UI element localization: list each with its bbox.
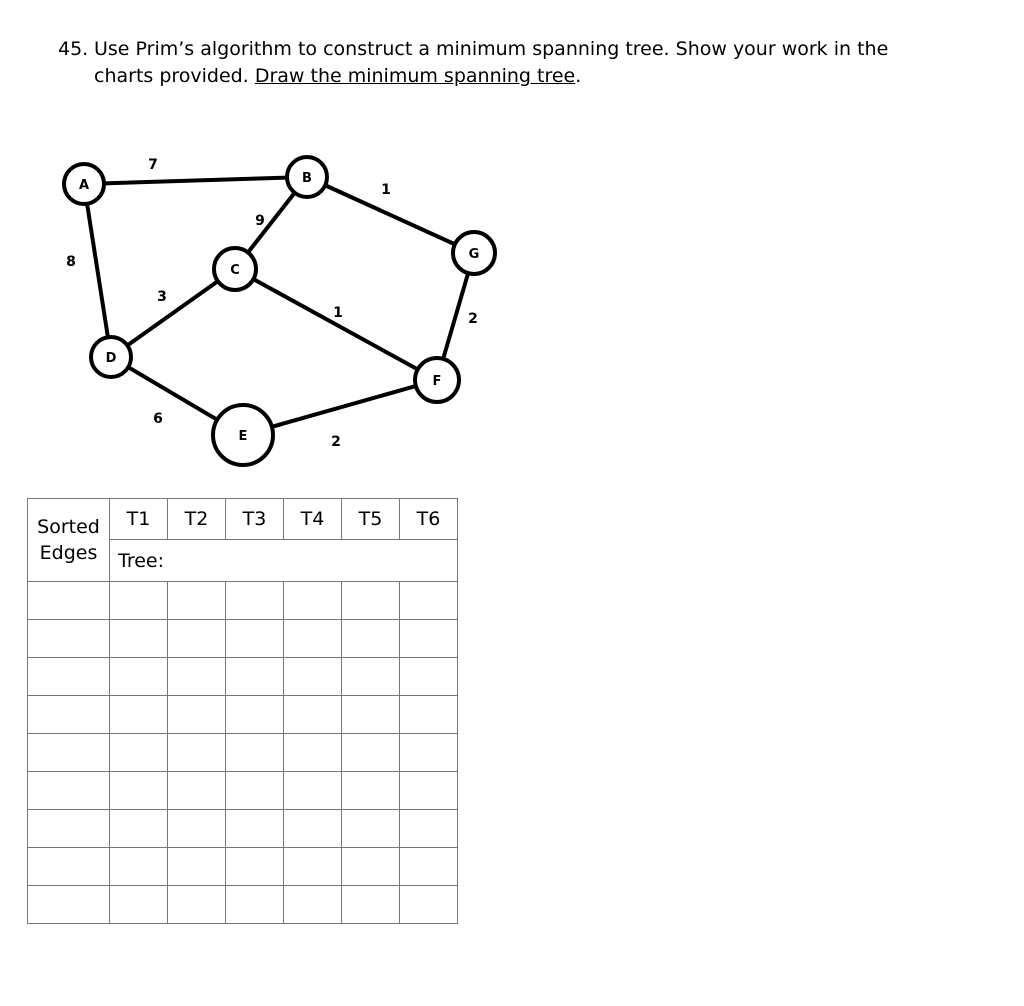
table-cell[interactable]: [168, 734, 226, 772]
table-row: [28, 658, 458, 696]
table-cell[interactable]: [342, 658, 400, 696]
table-row: [28, 810, 458, 848]
table-cell[interactable]: [168, 848, 226, 886]
weight-b-c: 9: [255, 213, 265, 229]
column-header-t1: T1: [110, 499, 168, 540]
table-cell[interactable]: [168, 772, 226, 810]
table-cell[interactable]: [28, 810, 110, 848]
table-cell[interactable]: [28, 886, 110, 924]
table-cell[interactable]: [342, 772, 400, 810]
table-cell[interactable]: [400, 848, 458, 886]
node-label-g: G: [468, 247, 480, 262]
table-cell[interactable]: [28, 582, 110, 620]
table-cell[interactable]: [226, 696, 284, 734]
table-cell[interactable]: [342, 582, 400, 620]
weight-c-d: 3: [157, 289, 167, 305]
table-cell[interactable]: [226, 620, 284, 658]
node-label-a: A: [78, 178, 90, 193]
table-cell[interactable]: [110, 886, 168, 924]
table-cell[interactable]: [28, 848, 110, 886]
graph-diagram: [0, 140, 520, 480]
table-cell[interactable]: [226, 582, 284, 620]
table-cell[interactable]: [110, 696, 168, 734]
table-cell[interactable]: [226, 658, 284, 696]
table-cell[interactable]: [284, 886, 342, 924]
table-cell[interactable]: [284, 734, 342, 772]
question-line-2: charts provided.: [94, 65, 255, 87]
sorted-label: Sorted: [37, 516, 100, 538]
table-cell[interactable]: [226, 886, 284, 924]
table-cell[interactable]: [226, 810, 284, 848]
table-cell[interactable]: [168, 620, 226, 658]
question-line-1: Use Prim’s algorithm to construct a minimum spanning tree. Show your work in the: [94, 38, 889, 60]
table-row: [28, 696, 458, 734]
table-cell[interactable]: [342, 734, 400, 772]
table-cell[interactable]: [284, 696, 342, 734]
node-label-f: F: [432, 374, 442, 389]
table-cell[interactable]: [284, 620, 342, 658]
column-header-t2: T2: [168, 499, 226, 540]
table-row: [28, 772, 458, 810]
edge-c-f: [235, 269, 437, 380]
edges-label: Edges: [39, 542, 98, 564]
table-cell[interactable]: [110, 658, 168, 696]
table-cell[interactable]: [342, 886, 400, 924]
table-cell[interactable]: [400, 696, 458, 734]
edge-a-b: [84, 177, 307, 184]
table-cell[interactable]: [168, 658, 226, 696]
table-cell[interactable]: [284, 582, 342, 620]
column-header-t6: T6: [400, 499, 458, 540]
node-label-d: D: [105, 351, 117, 366]
table-cell[interactable]: [400, 734, 458, 772]
table-row: [28, 582, 458, 620]
node-label-c: C: [230, 263, 240, 278]
table-row: [28, 886, 458, 924]
table-cell[interactable]: [168, 582, 226, 620]
table-cell[interactable]: [168, 810, 226, 848]
table-cell[interactable]: [400, 658, 458, 696]
question-number: 45.: [58, 38, 89, 60]
tree-label: Tree:: [110, 540, 458, 582]
table-cell[interactable]: [28, 620, 110, 658]
sorted-edges-header: [28, 499, 110, 582]
table-cell[interactable]: [400, 620, 458, 658]
table-cell[interactable]: [110, 582, 168, 620]
node-label-e: E: [238, 429, 248, 444]
weight-a-b: 7: [148, 157, 158, 173]
question-text: [58, 36, 958, 90]
question-underlined-instruction: Draw the minimum spanning tree: [254, 65, 576, 87]
table-cell[interactable]: [400, 810, 458, 848]
table-cell[interactable]: [168, 886, 226, 924]
table-cell[interactable]: [28, 772, 110, 810]
table-cell[interactable]: [168, 696, 226, 734]
table-row: [28, 620, 458, 658]
table-cell[interactable]: [284, 810, 342, 848]
table-cell[interactable]: [28, 696, 110, 734]
question-line-2-end: .: [575, 65, 582, 87]
table-cell[interactable]: [110, 772, 168, 810]
table-cell[interactable]: [110, 734, 168, 772]
table-cell[interactable]: [284, 772, 342, 810]
weight-a-d: 8: [66, 254, 76, 270]
table-cell[interactable]: [284, 658, 342, 696]
table-cell[interactable]: [400, 886, 458, 924]
table-cell[interactable]: [226, 734, 284, 772]
weight-f-g: 2: [468, 311, 478, 327]
table-row: [28, 848, 458, 886]
column-header-t4: T4: [284, 499, 342, 540]
table-cell[interactable]: [400, 582, 458, 620]
node-label-b: B: [302, 171, 312, 186]
table-cell[interactable]: [110, 810, 168, 848]
weight-d-e: 6: [153, 411, 163, 427]
weight-e-f: 2: [331, 434, 341, 450]
column-header-t5: T5: [342, 499, 400, 540]
table-cell[interactable]: [342, 848, 400, 886]
table-cell[interactable]: [400, 772, 458, 810]
table-cell[interactable]: [110, 848, 168, 886]
table-cell[interactable]: [342, 810, 400, 848]
edge-a-d: [84, 184, 111, 357]
column-header-t3: T3: [226, 499, 284, 540]
table-row: [28, 734, 458, 772]
table-cell[interactable]: [28, 734, 110, 772]
table-header-row: [28, 499, 458, 540]
table-cell[interactable]: [342, 696, 400, 734]
table-cell[interactable]: [342, 620, 400, 658]
prims-work-table: [27, 498, 458, 924]
table-cell[interactable]: [110, 620, 168, 658]
table-cell[interactable]: [284, 848, 342, 886]
weight-b-g: 1: [381, 182, 391, 198]
table-cell[interactable]: [226, 772, 284, 810]
table-cell[interactable]: [28, 658, 110, 696]
weight-c-f: 1: [333, 305, 343, 321]
table-cell[interactable]: [226, 848, 284, 886]
